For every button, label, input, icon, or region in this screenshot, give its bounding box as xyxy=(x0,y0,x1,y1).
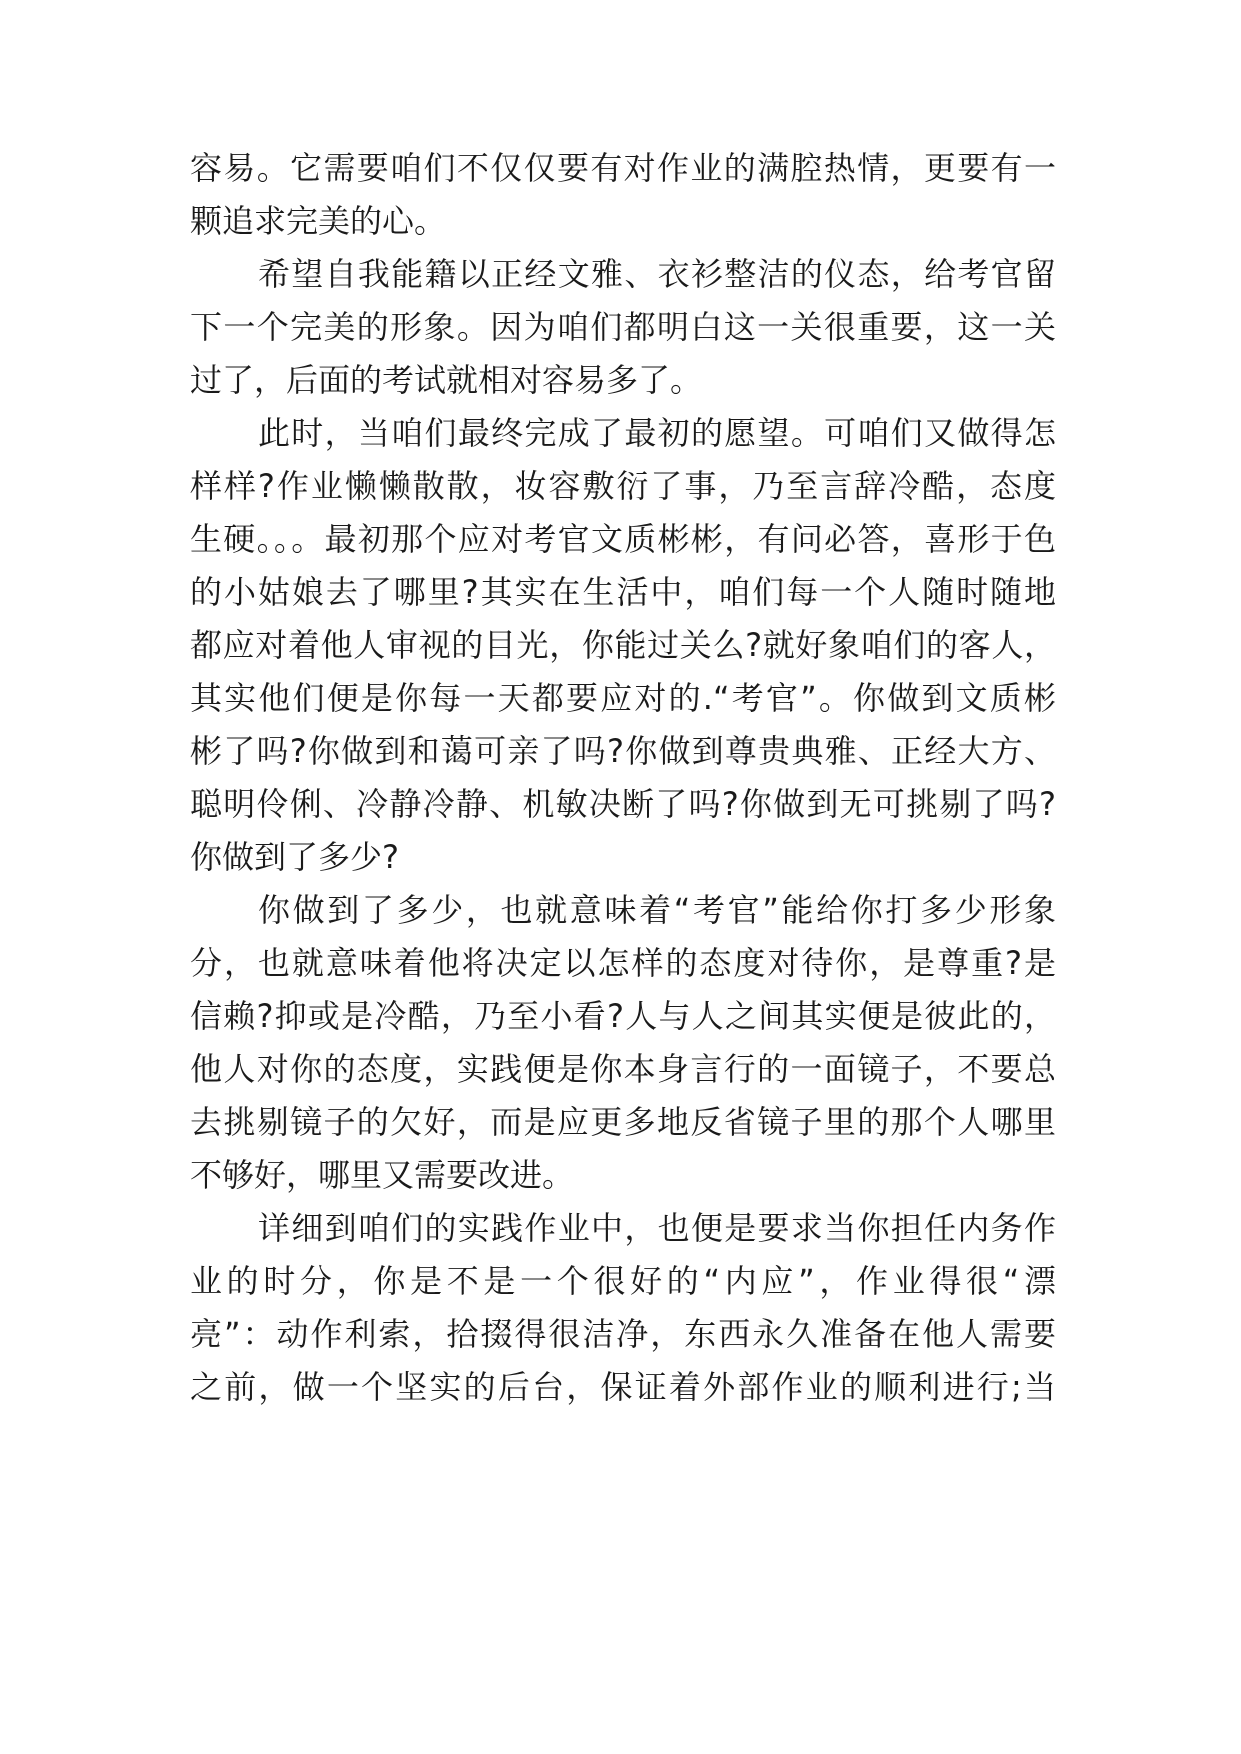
text-line: 聪明伶俐、冷静冷静、机敏决断了吗?你做到无可挑剔了吗? xyxy=(190,785,1056,823)
text-line: 亮”：动作利索，拾掇得很洁净，东西永久准备在他人需要 xyxy=(190,1315,1056,1353)
text-line: 都应对着他人审视的目光，你能过关么?就好象咱们的客人， xyxy=(190,626,1056,664)
text-line: 希望自我能籍以正经文雅、衣衫整洁的仪态，给考官留 xyxy=(258,255,1056,293)
text-line: 此时，当咱们最终完成了最初的愿望。可咱们又做得怎 xyxy=(258,414,1056,452)
text-line: 信赖?抑或是冷酷，乃至小看?人与人之间其实便是彼此的， xyxy=(190,997,1056,1035)
text-line: 其实他们便是你每一天都要应对的.“考官”。你做到文质彬 xyxy=(190,679,1056,717)
text-line: 详细到咱们的实践作业中，也便是要求当你担任内务作 xyxy=(258,1209,1056,1247)
text-line: 颗追求完美的心。 xyxy=(190,202,447,240)
text-line: 去挑剔镜子的欠好，而是应更多地反省镜子里的那个人哪里 xyxy=(190,1103,1056,1141)
text-line: 业的时分，你是不是一个很好的“内应”，作业得很“漂 xyxy=(190,1262,1056,1300)
text-line: 彬了吗?你做到和蔼可亲了吗?你做到尊贵典雅、正经大方、 xyxy=(190,732,1056,770)
text-line: 不够好，哪里又需要改进。 xyxy=(190,1156,575,1194)
text-line: 他人对你的态度，实践便是你本身言行的一面镜子，不要总 xyxy=(190,1050,1056,1088)
text-line: 下一个完美的形象。因为咱们都明白这一关很重要，这一关 xyxy=(190,308,1056,346)
text-line: 生硬。。。最初那个应对考官文质彬彬，有问必答，喜形于色 xyxy=(190,520,1056,558)
text-line: 你做到了多少? xyxy=(190,838,399,876)
text-line: 分，也就意味着他将决定以怎样的态度对待你，是尊重?是 xyxy=(190,944,1056,982)
text-line: 的小姑娘去了哪里?其实在生活中，咱们每一个人随时随地 xyxy=(190,573,1056,611)
text-line: 容易。它需要咱们不仅仅要有对作业的满腔热情，更要有一 xyxy=(190,149,1056,187)
text-line: 样样?作业懒懒散散，妆容敷衍了事，乃至言辞冷酷，态度 xyxy=(190,467,1056,505)
text-line: 过了，后面的考试就相对容易多了。 xyxy=(190,361,703,399)
text-line: 你做到了多少，也就意味着“考官”能给你打多少形象 xyxy=(258,891,1056,929)
text-line: 之前，做一个坚实的后台，保证着外部作业的顺利进行;当 xyxy=(190,1368,1056,1406)
